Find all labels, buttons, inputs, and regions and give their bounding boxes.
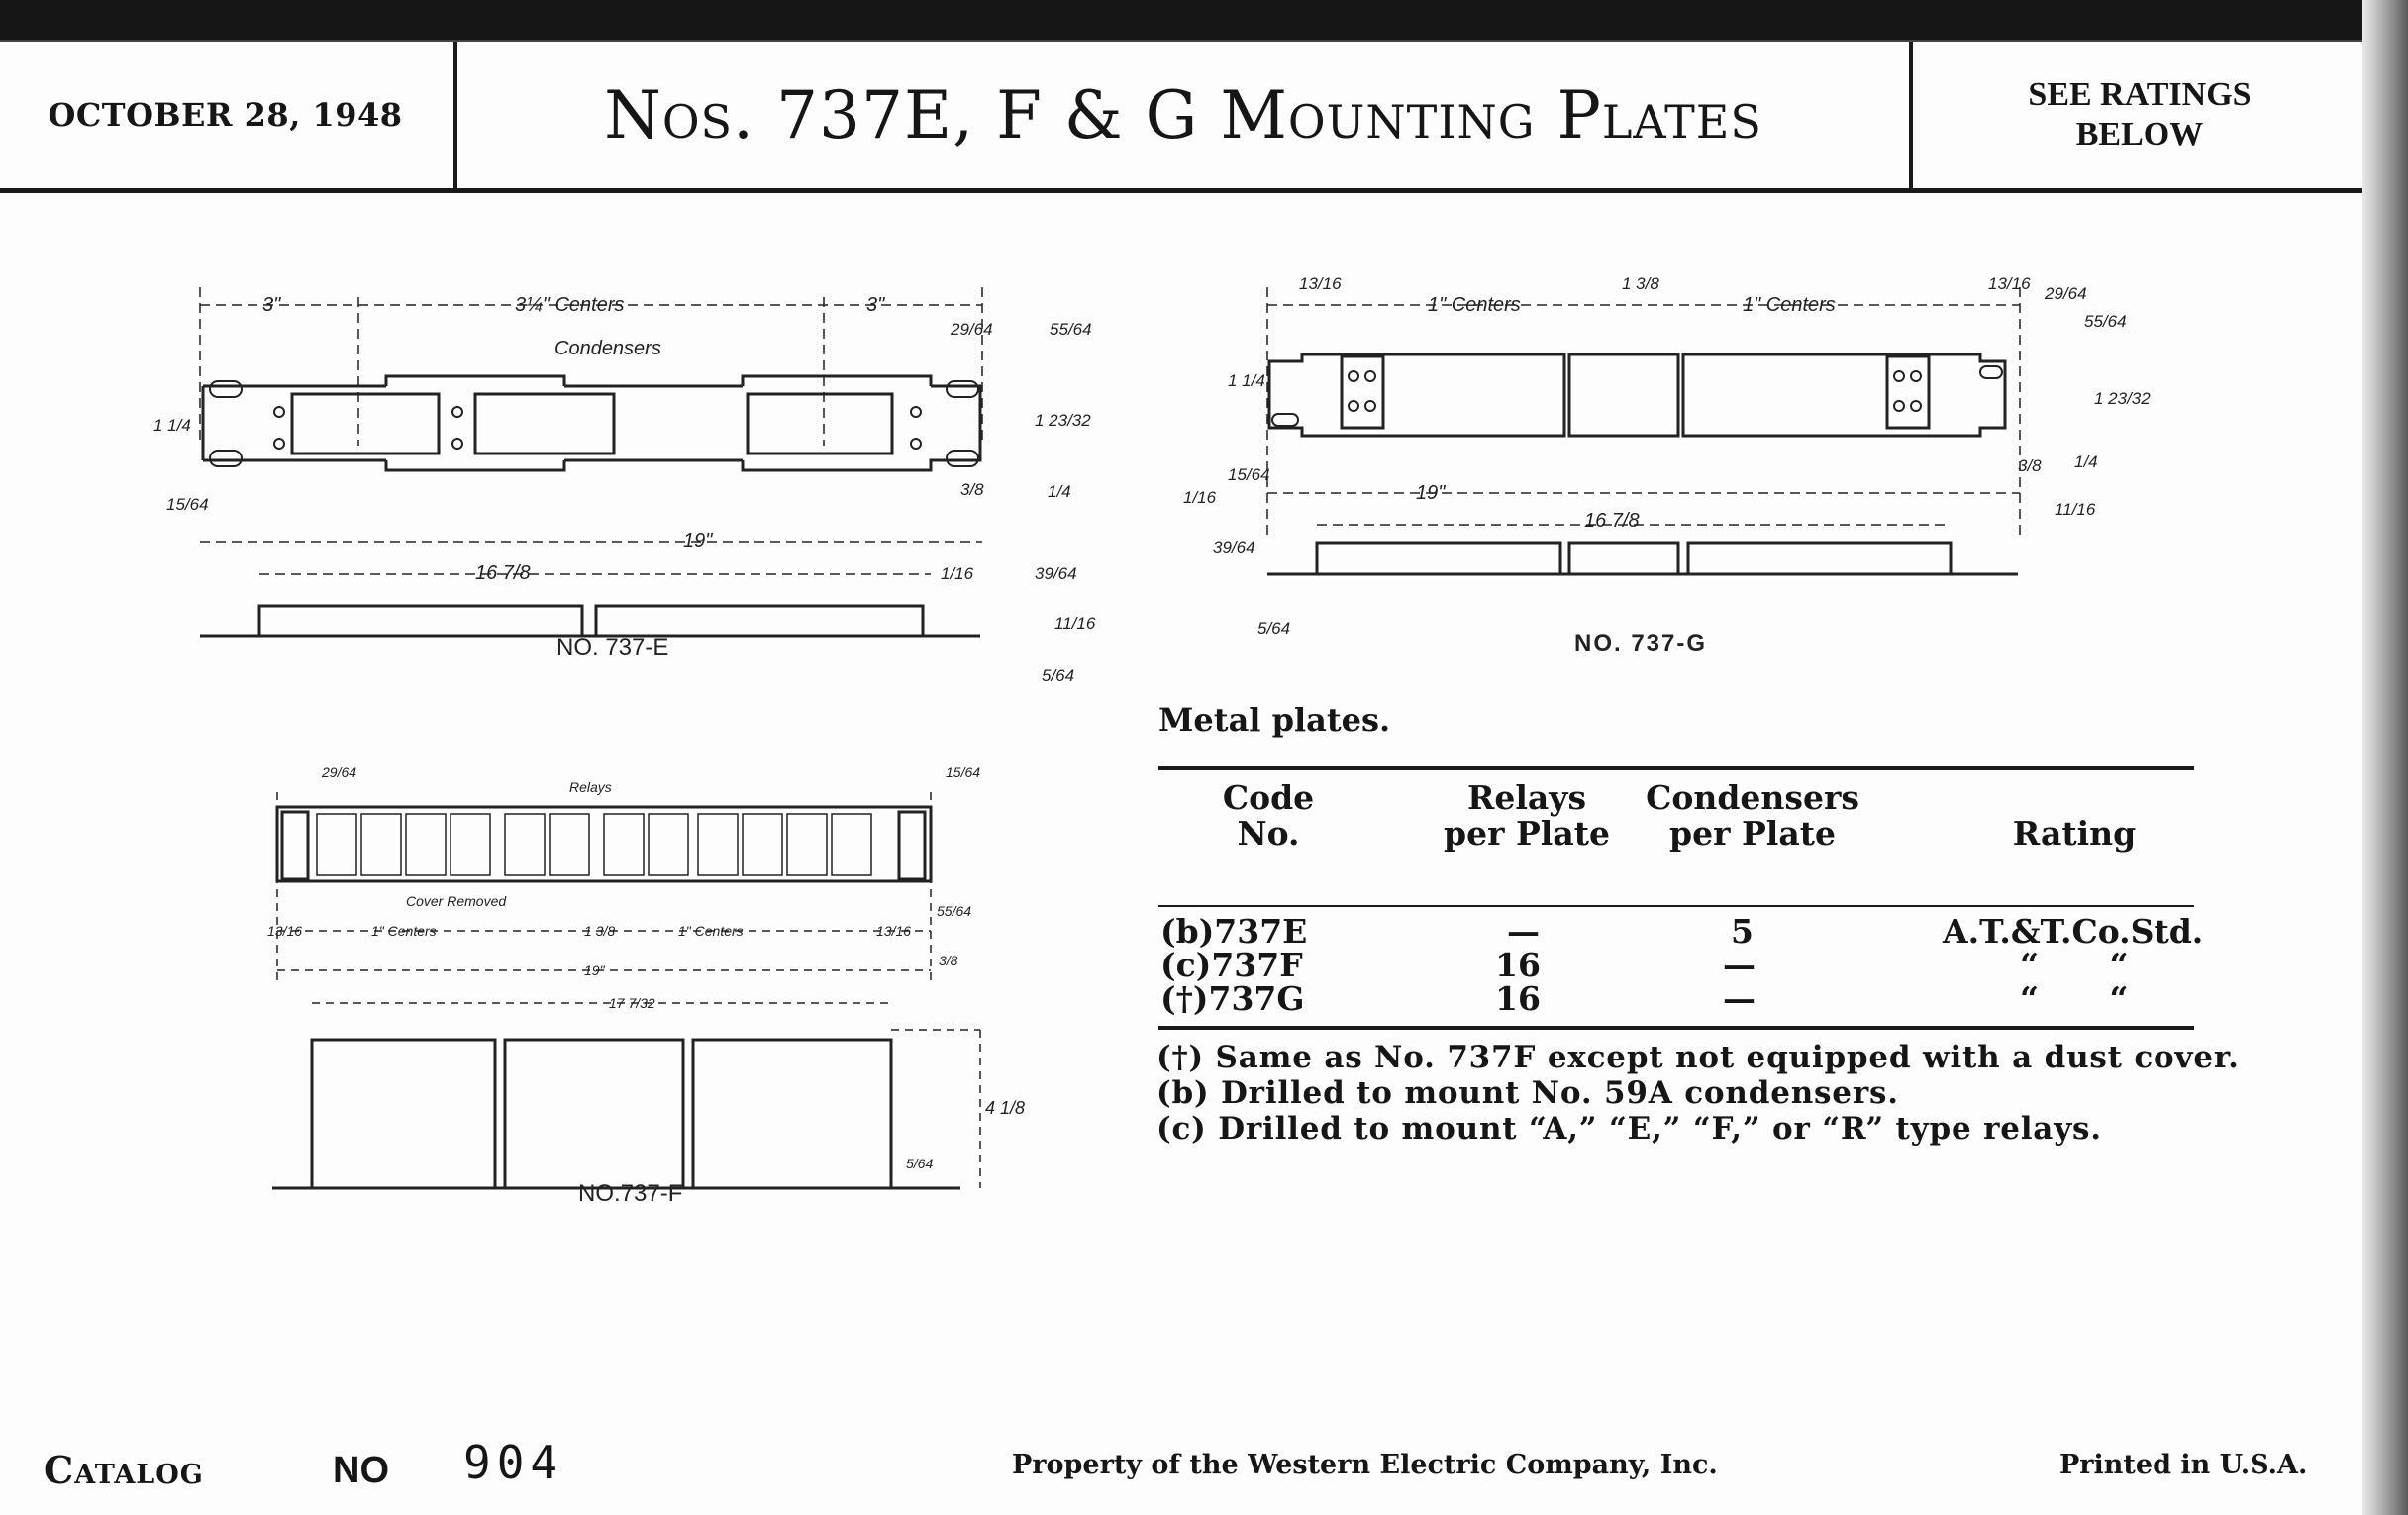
catalog-number: 904 [463,1436,564,1489]
svg-text:11/16: 11/16 [1054,614,1096,633]
svg-text:39/64: 39/64 [1213,538,1255,556]
caption-737f: NO.737-F [578,1180,683,1207]
header-rating: Rating [2012,814,2137,853]
svg-text:1/4: 1/4 [2074,453,2098,471]
header-code: Code No. [1222,778,1315,853]
svg-text:55/64: 55/64 [2084,312,2127,331]
table-intro: Metal plates. [1158,701,1391,739]
svg-text:55/64: 55/64 [937,903,972,919]
caption-737g: NO. 737-G [1574,630,1708,656]
dim-centers-left: 1" Centers [371,923,437,939]
svg-text:1 3/8: 1 3/8 [1622,274,1659,293]
svg-text:11/16: 11/16 [2055,500,2096,519]
dim-centers-left: 1" Centers [1428,294,1521,316]
dim-16: 16 7/8 [475,562,531,584]
footnote-c: (c) Drilled to mount “A,” “E,” “F,” or “R” type relays. [1156,1111,2102,1147]
sheet-header [0,40,2362,193]
svg-text:1/16: 1/16 [1183,488,1217,507]
svg-text:5/64: 5/64 [1257,619,1291,638]
svg-text:1/16: 1/16 [941,564,974,583]
svg-text:3/8: 3/8 [2018,456,2042,475]
issue-date: OCTOBER 28, 1948 [48,96,403,134]
dim-centers-right: 1" Centers [678,923,744,939]
svg-text:15/64: 15/64 [1228,465,1270,484]
svg-text:29/64: 29/64 [322,764,357,780]
footer-catalog: Catalog [44,1448,204,1492]
svg-text:1 23/32: 1 23/32 [1035,411,1091,430]
header-relays: Relays per Plate [1444,778,1610,853]
dim-17: 17 7/32 [609,995,655,1011]
label-relays: Relays [569,779,612,795]
dim-19: 19" [683,530,713,552]
footnote-b: (b) Drilled to mount No. 59A condensers. [1156,1075,1899,1111]
svg-text:13/16: 13/16 [876,923,912,939]
footer-property: Property of the Western Electric Company, Inc. [1012,1450,1718,1480]
header-condensers: Condensers per Plate [1646,778,1859,853]
svg-text:1 3/8: 1 3/8 [584,923,616,939]
svg-text:4 1/8: 4 1/8 [985,1098,1026,1118]
dim-centers-right: 1" Centers [1743,294,1836,316]
svg-text:29/64: 29/64 [2045,284,2087,303]
dim-19: 19" [584,962,605,978]
svg-text:13/16: 13/16 [1299,274,1342,293]
ratings-note: SEE RATINGS BELOW [2028,76,2252,152]
footnote-dagger: (†) Same as No. 737F except not equipped with a dust cover. [1156,1040,2240,1075]
label-cover-removed: Cover Removed [406,893,507,909]
svg-text:5/64: 5/64 [1042,666,1075,685]
footer-printed: Printed in U.S.A. [2059,1450,2308,1480]
dim-16: 16 7/8 [1584,510,1640,532]
svg-text:15/64: 15/64 [166,495,209,514]
svg-text:13/16: 13/16 [267,923,303,939]
scan-top-edge [0,0,2408,40]
drawing-737f [228,713,1050,1208]
caption-737e: NO. 737-E [556,634,669,660]
svg-text:55/64: 55/64 [1050,320,1092,339]
svg-text:5/64: 5/64 [906,1156,934,1171]
svg-text:39/64: 39/64 [1035,564,1077,583]
svg-text:29/64: 29/64 [951,320,993,339]
catalog-sheet: OCTOBER 28, 1948 Nos. 737E, F & G Mounting Plates SEE RATINGS BELOW 3" 3¼" Centers Condensers 3" 19" 16 7/8 29/64 55/64 1 23/32 3/8 15/64 1/16 39/64 11/16 5/64 1 1/4 1/4 NO. 737-E 1" Centers 1" Centers 19" 16 7/8 13/16 1 3/8 13/16 29/64 55/64 1 23/32 3/8 15/64 1/16 39/64 5/64 11/16 1 1/4 1/4 NO. 737-G Relays Cover Removed 1" Centers 1" Centers 19" 17 7/32 29/64 15/64 13/16 13/16 55/64 1 3/8 3/8 4 1/8 5/64 NO.737-F Metal plates. Code No. Relays per Plate Condensers per Plate Rating (b)737E — 5 A.T.&T.Co.Std. (c)737F 16 — “ “ (†)737G 16 — “ “ (†) Same as No. 737F except not equipped with a dust cover. (b) Drilled to mount No. 59A condensers. (c) Drilled to mount “A,” “E,” “F,” or “R” type relays. Catalog NO 904 Property of the Western Electric Company, Inc. Printed in U.S.A. [0,40,2362,1515]
scan-right-edge [2362,0,2408,1515]
svg-text:1 1/4: 1 1/4 [153,416,191,435]
dim-centers: 3¼" Centers [515,294,625,316]
svg-text:1/4: 1/4 [1048,482,1071,501]
svg-text:3/8: 3/8 [960,480,984,499]
svg-text:13/16: 13/16 [1988,274,2031,293]
page-title: Nos. 737E, F & G Mounting Plates [453,42,1913,188]
footer-no: NO [333,1450,389,1491]
svg-text:1 1/4: 1 1/4 [1228,371,1265,390]
label-condensers: Condensers [554,338,661,359]
svg-text:15/64: 15/64 [946,764,981,780]
dim-3-right: 3" [866,294,885,316]
dim-3-left: 3" [262,294,281,316]
svg-text:1 23/32: 1 23/32 [2094,389,2151,408]
drawing-737g [1168,238,2178,663]
svg-text:3/8: 3/8 [939,953,958,968]
dim-19: 19" [1416,482,1446,504]
